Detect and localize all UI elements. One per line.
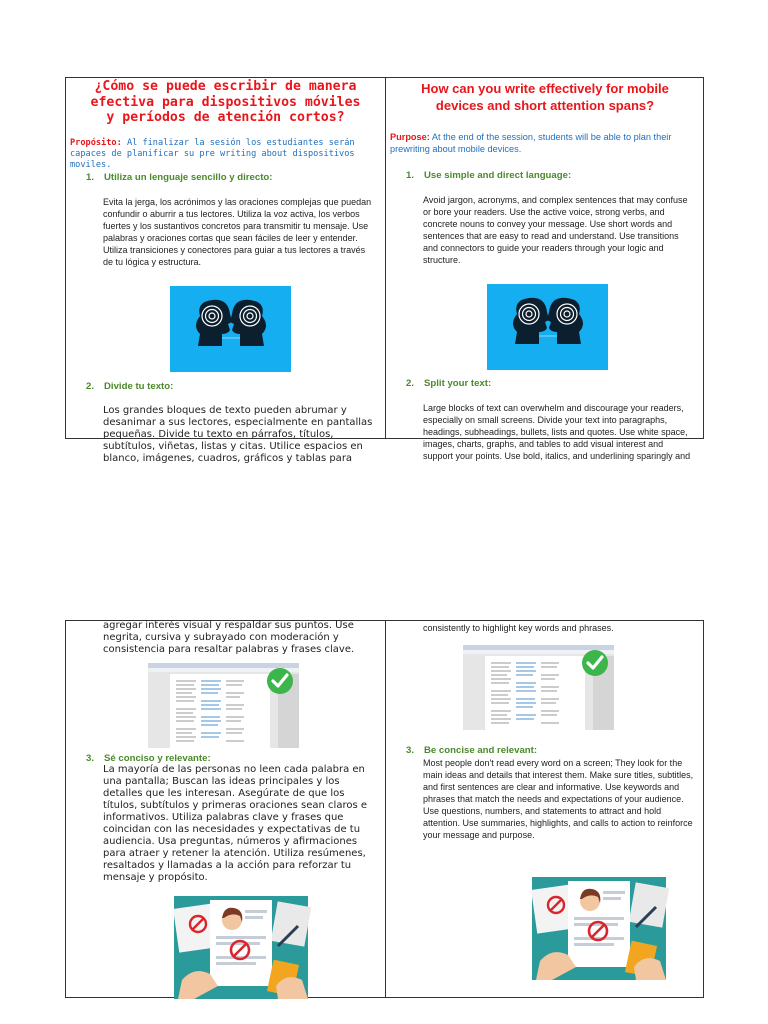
section3-heading-es: 3. Sé conciso y relevante: [86,753,211,764]
purpose-label-en: Purpose: [390,132,430,142]
page-2 [65,620,704,998]
section1-heading-es: 1. Utiliza un lenguaje sencillo y directo: [86,172,273,183]
spanish-column [66,78,385,464]
continued-text-es: agregar interés visual y respaldar sus puntos. Use negrita, cursiva y subrayado con moderación y consistencia para resaltar palabras y frases clave. [103,620,355,655]
section2-text-en: Large blocks of text can overwhelm and discourage your readers, especially on small screens. Divide your text into paragraphs, headings, subheadings, bullets, lists and quotes. Use white space, images, charts, graphs, and tables to add visual interest and support your points. Use bold, italics, and underlining sparingly and [423,403,691,461]
section2-heading-en: 2. Split your text: [406,378,492,389]
section1-text-es: Evita la jerga, los acrónimos y las oraciones complejas que puedan confundir o aburrir a tus lectores. Utiliza la voz activa, los verbos fuertes y los sustantivos concretos para transmitir tu mensaje. Use palabras y oraciones cortas que sean fáciles de leer y entender. Utiliza transiciones y conectores para guiar a tus lectores a través de tu lógica y estructura. [103,197,372,267]
document-checkmark-illustration [148,663,299,748]
purpose-es [70,138,382,171]
section3-heading-en: 3. Be concise and relevant: [406,745,538,756]
section2-heading-es: 2. Divide tu texto: [86,381,174,392]
two-heads-maze-illustration [170,286,291,372]
purpose-en [390,131,698,155]
title-en: How can you write effectively for mobile devices and short attention spans? [421,81,669,113]
section1-text-en: Avoid jargon, acronyms, and complex sentences that may confuse or bore your readers. Use the active voice, strong verbs, and concrete nouns to convey your message. Use short words and sentences that are easy to read and understand. Use transitions and connectors to guide your readers through your logic and structure. [423,195,688,265]
resume-review-illustration [532,877,666,980]
english-column [386,78,704,461]
spanish-column [66,621,385,997]
document-checkmark-illustration [463,645,614,730]
section3-text-en: Most people don't read every word on a screen; They look for the main ideas and details that interest them. Make sure titles, subtitles, and first sentences are clear and informative. Use keywords and phrases that match the needs and expectations of your audience. Use questions, numbers, and statements to attract and hold attention. Use summaries, highlights, and calls to action to reinforce your message and purpose. [423,758,694,840]
purpose-label-es: Propósito: [70,138,122,148]
title-es: ¿Cómo se puede escribir de manera efectiva para dispositivos móviles y períodos de atención cortos? [90,79,361,125]
continued-text-en: consistently to highlight key words and phrases. [423,623,614,633]
page-1 [65,77,704,464]
two-heads-maze-illustration [487,284,608,370]
section3-text-es: La mayoría de las personas no leen cada palabra en una pantalla; Buscan las ideas principales y los detalles que les interesan. Asegúrate de que los títulos, subtítulos y primeras oraciones sean claros e informativos. Utiliza palabras clave y frases que coincidan con las necesidades y expectativas de tu audiencia. Usa preguntas, números y afirmaciones para atraer y retener la atención. Utiliza resúmenes, resaltados y llamadas a la acción para reforzar tu mensaje y propósito. [103,764,368,883]
section2-text-es: Los grandes bloques de texto pueden abrumar y desanimar a sus lectores, especialmente en pantallas pequeñas. Divide tu texto en párrafos, títulos, subtítulos, viñetas, listas y citas. Utilice espacios en blanco, imágenes, cuadros, gráficos y tablas para [103,405,373,464]
section1-heading-en: 1. Use simple and direct language: [406,170,572,181]
purpose-text-es: Al finalizar la sesión los estudiantes serán capaces de planificar su pre writing about dispositivos moviles. [70,138,355,170]
english-column [386,621,704,997]
purpose-text-en: At the end of the session, students will be able to plan their prewriting about mobile devices. [390,132,672,154]
resume-review-illustration [174,896,308,999]
